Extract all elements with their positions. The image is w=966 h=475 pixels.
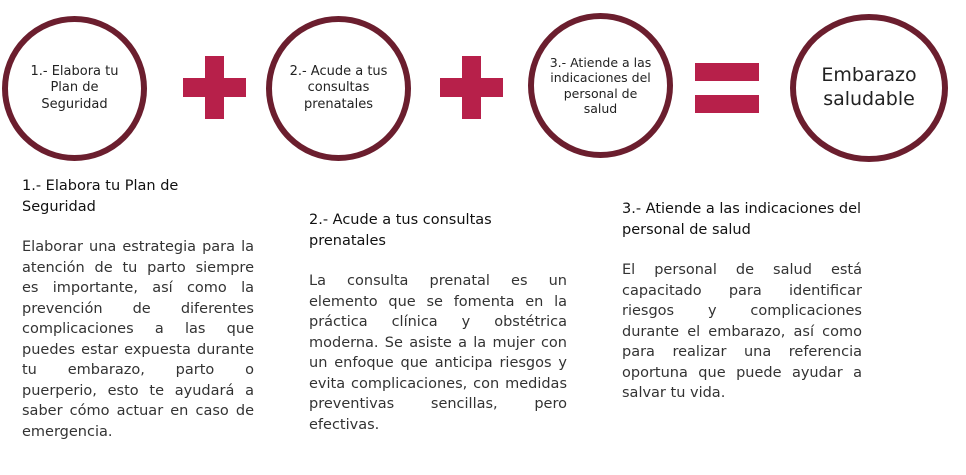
step-1-circle-label: 1.- Elabora tu Plan de Seguridad xyxy=(30,64,119,112)
step-1-circle xyxy=(2,16,147,161)
step-3-body: El personal de salud está capacitado para identificar riesgos y complicaciones durante el embarazo, así como para realizar una referencia oportuna que puede ayudar a salvar tu vida. xyxy=(622,262,862,401)
step-2-circle xyxy=(266,16,411,161)
result-label: Embarazo saludable xyxy=(821,64,917,110)
equals-icon xyxy=(695,63,759,113)
step-2-circle-label: 2.- Acude a tus consultas prenatales xyxy=(289,64,388,112)
step-3-description xyxy=(622,199,862,404)
step-3-circle xyxy=(528,13,673,158)
step-2-description xyxy=(309,210,567,435)
result-circle xyxy=(790,14,948,162)
step-3-circle-label: 3.- Atiende a las indicaciones del personal de salud xyxy=(549,55,652,116)
step-3-title: 3.- Atiende a las indicaciones del personal de salud xyxy=(622,201,862,238)
step-1-body: Elaborar una estrategia para la atención de tu parto siempre es importante, así como la prevención de diferentes complicaciones a las que puedes estar expuesta durante tu embarazo, parto o puerperio, esto te ayudará a saber cómo actuar en caso de emergencia. xyxy=(22,239,254,440)
step-1-title: 1.- Elabora tu Plan de Seguridad xyxy=(22,178,179,215)
step-2-title: 2.- Acude a tus consultas prenatales xyxy=(309,212,492,249)
step-1-description xyxy=(22,176,254,442)
step-2-body: La consulta prenatal es un elemento que se fomenta en la práctica clínica y obstétrica moderna. Se asiste a la mujer con un enfoque que anticipa riesgos y evita complicaciones, con medidas preventivas sencillas, pero efectivas. xyxy=(309,273,567,433)
plus-icon xyxy=(183,56,246,119)
plus-icon xyxy=(440,56,503,119)
